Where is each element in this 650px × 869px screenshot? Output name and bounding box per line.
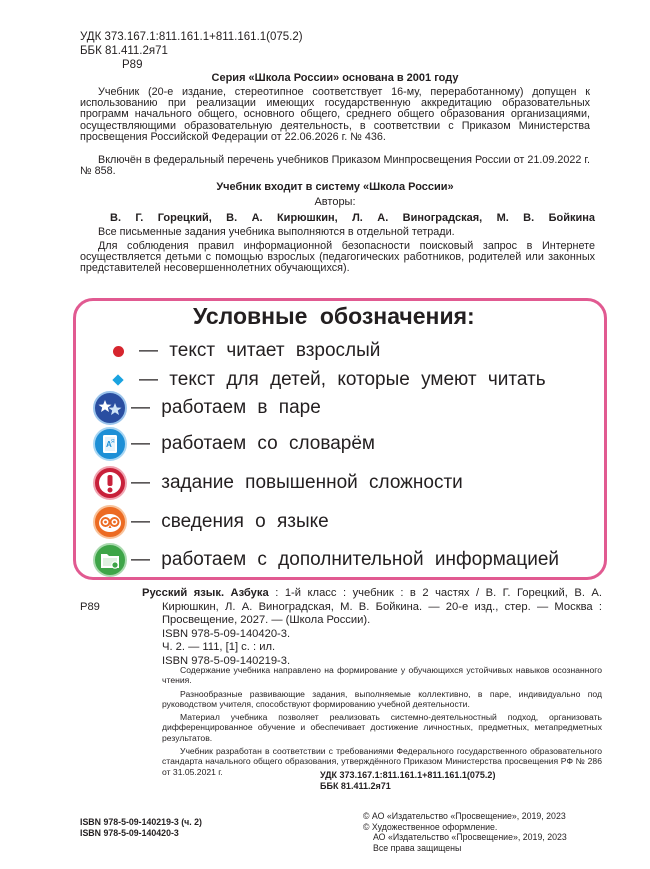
legend-item-label: — текст для детей, которые умеют читать bbox=[139, 369, 546, 390]
annotation-block bbox=[162, 665, 602, 777]
stars-pair-icon bbox=[93, 391, 127, 425]
federal-list-text: Включён в федеральный перечень учебников Приказом Минпросвещения России от 21.09.2022 г. № 858. bbox=[80, 154, 590, 178]
dictionary-icon bbox=[93, 427, 127, 461]
biblio-isbn-1: ISBN 978-5-09-140420-3. bbox=[162, 627, 291, 640]
annotation-2: Разнообразные развивающие задания, выполняемые коллективно, в паре, индивидуально под руководством учителя, способствуют формированию учебной деятельности. bbox=[162, 688, 602, 709]
isbn-part-2: ISBN 978-5-09-140219-3 (ч. 2) bbox=[80, 817, 202, 827]
biblio-details: : 1-й класс : учебник : в 2 частях / В. Г. Горецкий, В. А. Кирюшкин, Л. А. Виноградская, М. В. Бойкина. — 20-е изд., стер. — Москва : Просвещение, 2027. — (Школа России). bbox=[162, 587, 602, 627]
legend-item-label: — работаем с дополнительной информацией bbox=[131, 549, 560, 570]
copyright-publisher: © АО «Издательство «Просвещение», 2019, 2023 bbox=[363, 811, 566, 821]
svg-text:Я: Я bbox=[111, 439, 115, 445]
footer-copyright bbox=[363, 811, 567, 853]
legend-box bbox=[73, 298, 607, 580]
legend-item-label: — задание повышенной сложности bbox=[131, 472, 463, 493]
copyright-design-owner: АО «Издательство «Просвещение», 2019, 2023 bbox=[373, 832, 567, 843]
legend-item-extra-info bbox=[93, 543, 559, 577]
legend-item-language-info bbox=[93, 505, 329, 539]
rights-reserved: Все права защищены bbox=[373, 842, 462, 853]
biblio-record bbox=[142, 587, 602, 669]
isbn-complete: ISBN 978-5-09-140420-3 bbox=[80, 827, 179, 838]
authors-label: Авторы: bbox=[314, 196, 356, 208]
svg-text:A: A bbox=[106, 440, 112, 449]
notebook-text: Все письменные задания учебника выполняются в отдельной тетради. bbox=[98, 226, 455, 238]
series-line: Серия «Школа России» основана в 2001 году bbox=[211, 72, 459, 84]
annotation-3: Материал учебника позволяет реализовать системно-деятельностный подход, организовать дифференцированное обучение и обеспечивает достижение личностных, предметных, метапредметных результатов. bbox=[162, 712, 602, 743]
annotation-4: Учебник разработан в соответствии с требованиями Федерального государственного образовательного стандарта начального общего образования, утверждённого Приказом Министерства просвещения РФ № 286 от 31.05.2021 г. bbox=[162, 746, 602, 777]
biblio-part: Ч. 2. — 111, [1] с. : ил. bbox=[162, 641, 276, 654]
system-line: Учебник входит в систему «Школа России» bbox=[216, 181, 454, 193]
biblio-title: Русский язык. Азбука bbox=[142, 587, 269, 599]
footer-isbn bbox=[80, 817, 202, 838]
author-index: Р89 bbox=[122, 59, 143, 71]
biblio-description bbox=[142, 587, 602, 628]
authors-line: В. Г. Горецкий, В. А. Кирюшкин, Л. А. Виноградская, М. В. Бойкина bbox=[110, 212, 595, 224]
safety-text: Для соблюдения правил информационной безопасности поисковый запрос в Интернете осуществляется детьми с помощью взрослых (педагогических работников, родителей или законных представителей несовершеннолетних обучающихся). bbox=[80, 240, 595, 275]
biblio-udk: УДК 373.167.1:811.161.1+811.161.1(075.2) bbox=[320, 770, 496, 780]
legend-item-label: — работаем со словарём bbox=[131, 433, 375, 454]
exclamation-icon bbox=[93, 466, 127, 500]
legend-item-label: — текст читает взрослый bbox=[139, 340, 381, 361]
edition-text: Учебник (20-е издание, стереотипное соответствует 16-му, переработанному) допущен к использованию при реализации имеющих государственную аккредитацию образовательных программ начального общего, основного общего, среднего общего образования организациями, осуществляющими образовательную деятельность, в соответствии с Приказом Министерства просвещения Российской Федерации от 22.06.2026 г. № 436. bbox=[80, 86, 590, 143]
copyright-design: © Художественное оформление. bbox=[363, 821, 498, 832]
classification-codes bbox=[80, 30, 303, 72]
legend-item-label: — работаем в паре bbox=[131, 397, 321, 418]
legend-item-pair-work bbox=[93, 391, 321, 425]
biblio-isbn-2: ISBN 978-5-09-140219-3. bbox=[162, 654, 291, 667]
legend-item-dictionary bbox=[93, 427, 375, 461]
annotation-1: Содержание учебника направлено на формирование у обучающихся устойчивых навыков осознанного чтения. bbox=[162, 665, 602, 686]
owl-icon bbox=[93, 505, 127, 539]
legend-item-label: — сведения о языке bbox=[131, 511, 329, 532]
legend-title: Условные обозначения: bbox=[193, 303, 475, 329]
biblio-index: Р89 bbox=[80, 601, 100, 613]
legend-item-hard-task bbox=[93, 466, 463, 500]
udk-code: УДК 373.167.1:811.161.1+811.161.1(075.2) bbox=[80, 31, 303, 43]
biblio-codes bbox=[320, 770, 495, 791]
biblio-bbk: ББК 81.411.2я71 bbox=[320, 780, 391, 791]
folder-icon bbox=[93, 543, 127, 577]
bbk-code: ББК 81.411.2я71 bbox=[80, 45, 168, 57]
